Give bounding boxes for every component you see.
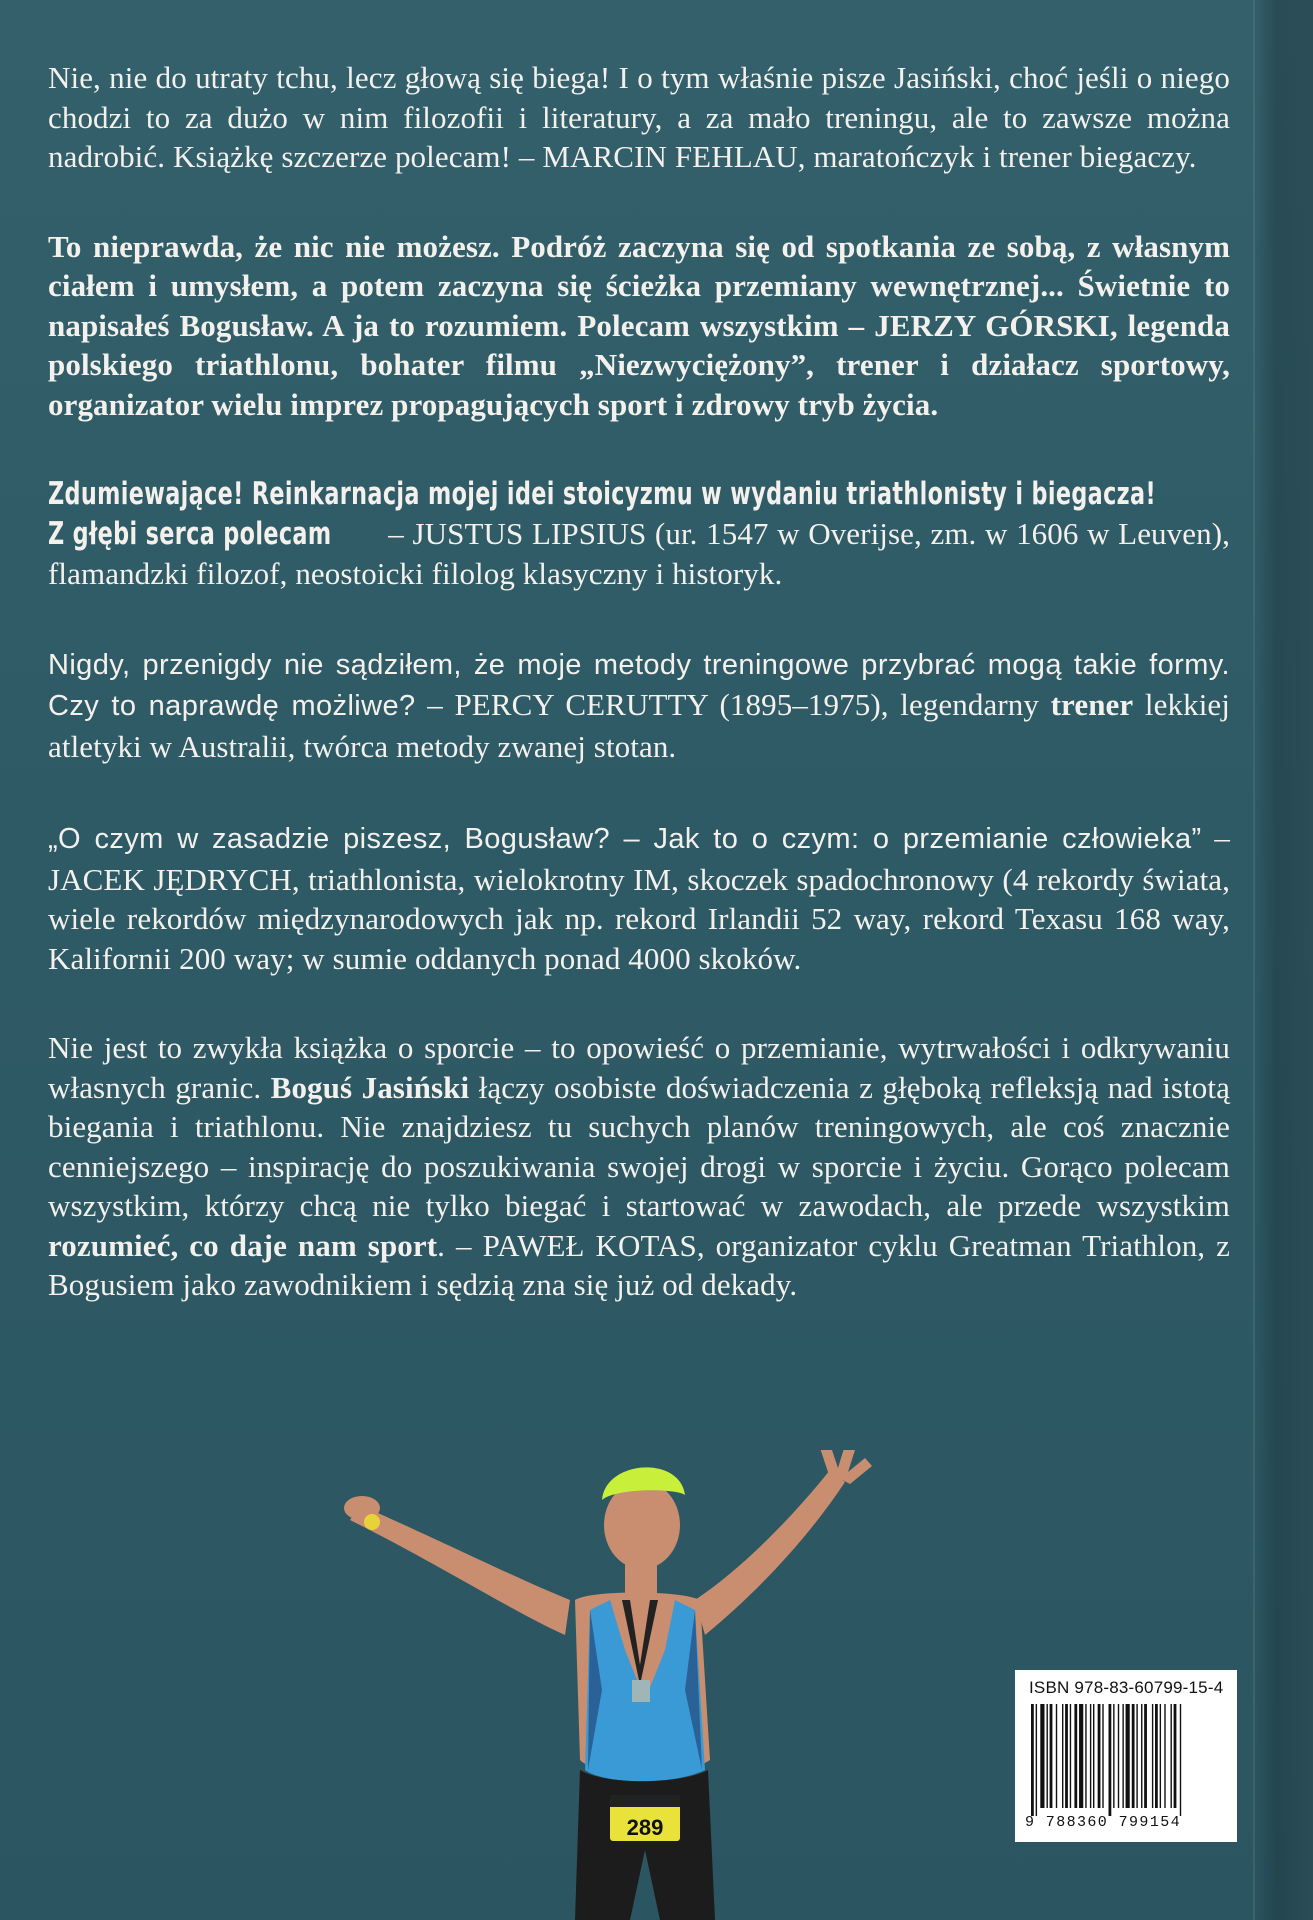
- barcode-bars: [1029, 1704, 1225, 1816]
- barcode-bar: [1126, 1704, 1130, 1808]
- ean-digits: 9 788360 799154: [1025, 1814, 1182, 1831]
- yellow-grip: [364, 1514, 380, 1530]
- barcode-bar: [1050, 1704, 1053, 1808]
- barcode-bar: [1155, 1704, 1158, 1808]
- barcode-bar: [1164, 1704, 1165, 1808]
- isbn-label: ISBN 978-83-60799-15-4: [1029, 1678, 1224, 1697]
- blurb-attribution: – JUSTUS LIPSIUS (ur. 1547 w Overijse, zm. w 1606 w Leuven), flamandzki filozof, neostoicki filolog klasyczny i historyk.: [48, 515, 1230, 591]
- left-arm: [350, 1505, 570, 1635]
- barcode-bar: [1171, 1704, 1172, 1808]
- shorts: [575, 1770, 715, 1920]
- barcode-bar: [1062, 1704, 1063, 1808]
- blurb-attribution: – JACEK JĘDRYCH, triathlonista, wielokrotny IM, skoczek spadochronowy (4 rekordy świata, wiele rekordów międzynarodowych jak np. rekord Irlandii 52 way, rekord Texasu 168 way, Kalifornii 200 way; w sumie oddanych ponad 4000 skoków.: [48, 820, 1231, 976]
- blurb-percy-cerutty: [48, 644, 1230, 767]
- condensed-quote-line: Zdumiewające! Reinkarnacja mojej idei stoicyzmu w wydaniu triathlonisty i biegacza!: [48, 476, 1156, 512]
- bib-number: 289: [626, 1815, 664, 1840]
- barcode-bar: [1102, 1704, 1103, 1808]
- barcode-bar: [1085, 1704, 1086, 1808]
- author-name: Boguś Jasiński: [270, 1069, 470, 1105]
- bold-phrase: rozumieć, co daje nam sport: [48, 1227, 438, 1263]
- blurb-attribution: . – PAWEŁ KOTAS, organizator cyklu Greatman Triathlon, z Bogusiem jako zawodnikiem i sędzią zna się już od dekady.: [48, 1227, 1231, 1302]
- right-arm: [695, 1470, 845, 1635]
- condensed-quote-lead: Z głębi serca polecam: [48, 515, 332, 552]
- barcode-bar: [1047, 1704, 1048, 1808]
- blurb-text: Nie jest to zwykła książka o sporcie – to opowieść o przemianie, wytrwałości i odkrywaniu własnych granic.: [48, 1030, 1230, 1105]
- barcode-bar: [1141, 1704, 1142, 1808]
- blurb-justus-lipsius: [48, 474, 1230, 594]
- barcode-bar: [1098, 1704, 1101, 1808]
- barcode-bar: [1031, 1704, 1034, 1816]
- quote-sans: „O czym w zasadzie piszesz, Bogusław? – Jak to o czym: o przemianie człowieka”: [48, 823, 1202, 855]
- blurb-jacek-jedrych: [48, 818, 1230, 978]
- barcode-bar: [1074, 1704, 1077, 1808]
- blurbs-column: [48, 58, 1230, 1355]
- barcode-bar: [1132, 1704, 1135, 1808]
- barcode-bar: [1040, 1704, 1044, 1808]
- barcode-bar: [1152, 1704, 1153, 1808]
- barcode-bar: [1090, 1704, 1091, 1808]
- blurb-attribution-end: lekkiej atletyki w Australii, twórca metody zwanej stotan.: [48, 687, 1230, 764]
- barcode-bar: [1079, 1704, 1083, 1808]
- barcode-bar: [1118, 1704, 1119, 1808]
- blurb-jerzy-gorski: To nieprawda, że nic nie możesz. Podróż zaczyna się od spotkania ze sobą, z własnym ciałem i umysłem, a potem zaczyna się ścieżka przemiany wewnętrznej... Świetnie to napisałeś Bogusław. A ja to rozumiem. Polecam wszystkim – JERZY GÓRSKI, legenda polskiego triathlonu, bohater filmu „Niezwyciężony”, trener i działacz sportowy, organizator wielu imprez propagujących sport i zdrowy tryb życia.: [48, 228, 1230, 422]
- barcode-bar: [1065, 1704, 1068, 1808]
- isbn-barcode: [1015, 1670, 1237, 1842]
- medal: [632, 1680, 650, 1702]
- bold-word: trener: [1050, 687, 1134, 722]
- barcode-bar: [1144, 1704, 1147, 1808]
- barcode-bar: [1056, 1704, 1057, 1808]
- blurb-attribution: – PERCY CERUTTY (1895–1975), legendarny: [415, 687, 1051, 722]
- runner-photo: [340, 1450, 940, 1920]
- spine-edge: [1253, 0, 1313, 1920]
- barcode-bar: [1136, 1704, 1137, 1808]
- barcode-bar: [1122, 1704, 1123, 1808]
- quote-sans: Nigdy, przenigdy nie sądziłem, że moje metody treningowe przybrać mogą takie formy. Czy to naprawdę możliwe?: [48, 648, 1230, 722]
- barcode-bar: [1036, 1704, 1037, 1816]
- barcode-bar: [1160, 1704, 1161, 1808]
- barcode-bar: [1113, 1704, 1114, 1808]
- barcode-bar: [1109, 1704, 1112, 1816]
- barcode-bar: [1070, 1704, 1071, 1808]
- blurb-pawel-kotas: [48, 1028, 1230, 1305]
- condensed-headline: [48, 474, 1230, 514]
- barcode-bar: [1174, 1704, 1177, 1808]
- blurb-text: łączy osobiste doświadczenia z głęboką refleksją nad istotą biegania i triathlonu. Nie znajdziesz tu suchych planów treningowych, ale coś znacznie cenniejszego – inspirację do poszukiwania swojej drogi w sporcie i życiu. Gorąco polecam wszystkim, którzy chcą nie tylko biegać i startować w zawodach, ale przede wszystkim: [48, 1069, 1230, 1223]
- blurb-marcin-fehlau: Nie, nie do utraty tchu, lecz głową się biega! I o tym właśnie pisze Jasiński, choć jeśli o niego chodzi to za dużo w nim filozofii i literatury, a za mało treningu, ale to zawsze można nadrobić. Książkę szczerze polecam! – MARCIN FEHLAU, maratończyk i trener biegaczy.: [48, 60, 1230, 174]
- head: [604, 1481, 680, 1569]
- barcode-bar: [1093, 1704, 1094, 1808]
- barcode-bar: [1180, 1704, 1181, 1816]
